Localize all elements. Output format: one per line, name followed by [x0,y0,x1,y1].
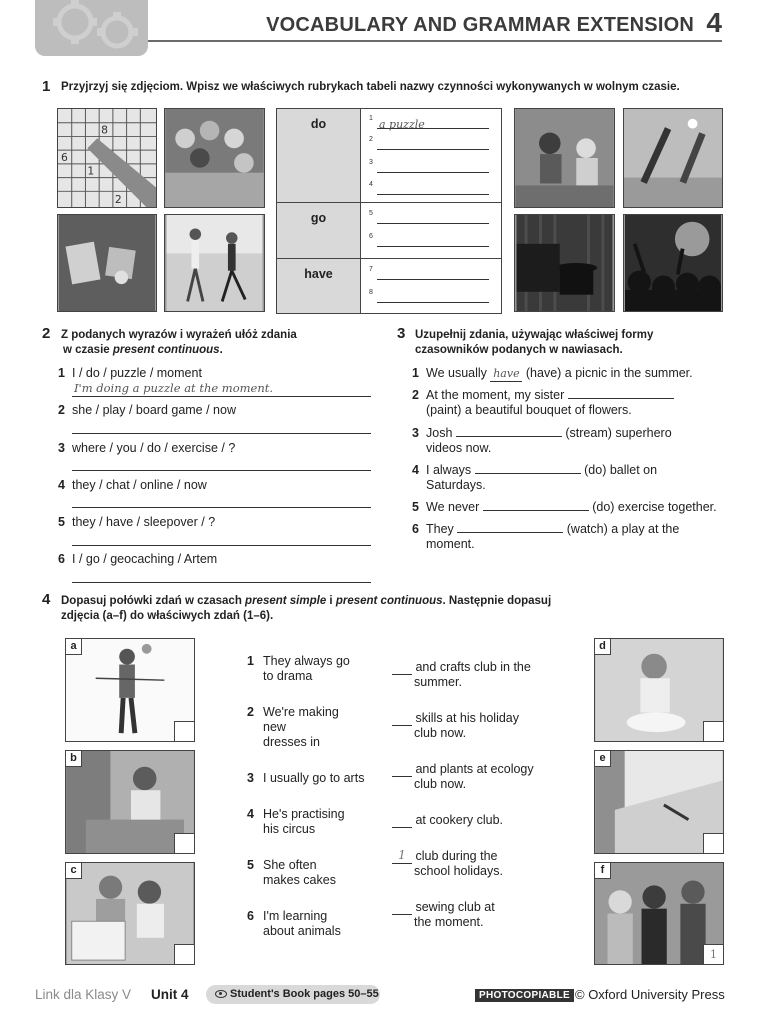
photo-exercise [623,108,723,208]
header-rule [148,40,722,42]
ex3-blank-4[interactable] [475,473,581,474]
photo-picnic [514,108,615,208]
answer-line-4[interactable] [377,181,489,195]
ex3-instruction: Uzupełnij zdania, używając właściwej formy czasowników podanych w nawiasach. [415,329,654,356]
second-half-6: sewing club at the moment. [392,900,552,930]
answer-line-8[interactable] [377,289,489,303]
photo-d-answer-box[interactable] [703,721,723,741]
ex3-blank-2[interactable] [568,398,674,399]
eye-icon [215,990,227,998]
example-answer: a puzzle [379,118,425,131]
ex4-number: 4 [42,591,51,608]
table-divider [277,202,501,203]
ex2-answer-line-4[interactable] [72,507,371,508]
match-blank-4[interactable] [392,827,412,828]
match-blank-2[interactable] [392,725,412,726]
photo-letter: f [595,863,611,879]
match-blank-5[interactable]: 1 [392,848,412,864]
ex3-blank-5[interactable] [483,510,589,511]
ex2-item-2: 2 she / play / board game / now [58,403,236,417]
ex4-instruction: Dopasuj połówki zdań w czasach present simple i present continuous. Następnie dopasuj zdjęcia (a–f) do właściwych zdań (1–6). [61,595,552,622]
photo-f-drama [594,862,724,965]
slot-number: 1 [369,115,373,122]
ex1-table [276,108,502,314]
first-half-2: 2 We're making new dresses in [247,705,339,749]
svg-text:1: 1 [87,164,95,178]
photo-e-crafts [594,750,724,854]
ex3-blank-6[interactable] [457,532,563,533]
slot-number: 2 [369,136,373,143]
students-book-link[interactable] [206,985,380,1004]
photo-letter: c [66,863,82,879]
ex2-instruction: Z podanych wyrazów i wyrażeń ułóż zdania w czasie present continuous. [61,329,297,356]
ex1-instruction: Przyjrzyj się zdjęciom. Wpisz we właściwych rubrykach tabeli nazwy czynności wykonywanych w wolnym czasie. [61,81,680,93]
ex2-answer-line-5[interactable] [72,545,371,546]
answer-line-5[interactable] [377,210,489,224]
photo-concert [623,214,723,312]
photo-sleepover [164,108,265,208]
match-blank-3[interactable] [392,776,412,777]
svg-text:8: 8 [101,123,108,137]
answer-line-2[interactable] [377,136,489,150]
ex2-item-3: 3 where / you / do / exercise / ? [58,441,236,455]
footer-unit: Unit 4 [151,987,189,1002]
ex1-number: 1 [42,78,51,95]
gears-icon [35,0,148,56]
ex3-example-answer: have [490,366,522,382]
photo-letter: b [66,751,82,767]
ex2-answer-line-1[interactable] [72,396,371,397]
second-half-1: and crafts club in the summer. [392,660,552,690]
photo-c-sewing [65,862,195,965]
ex3-number: 3 [397,325,406,342]
ex3-item-5: 5 We never (do) exercise together. [412,500,717,514]
unit-number: 4 [706,7,722,38]
ex3-blank-3[interactable] [456,436,562,437]
first-half-3: 3 I usually go to arts [247,771,365,785]
ex3-item-4: 4 I always (do) ballet on Saturdays. [412,463,658,492]
answer-line-6[interactable] [377,233,489,247]
verb-have: have [277,259,361,313]
photo-a-circus [65,638,195,742]
verb-go: go [277,203,361,258]
footer-course: Link dla Klasy V [35,987,132,1002]
page-title: VOCABULARY AND GRAMMAR EXTENSION [266,14,694,36]
table-divider [277,258,501,259]
photo-d-cakes [594,638,724,742]
photo-letter: d [595,639,611,655]
photo-letter: a [66,639,82,655]
match-blank-1[interactable] [392,674,412,675]
first-half-5: 5 She often makes cakes [247,858,336,887]
answer-line-1[interactable] [377,115,489,129]
photo-b-answer-box[interactable] [174,833,194,853]
students-book-pages: Student's Book pages 50–55 [230,988,379,1000]
ex2-item-5: 5 they / have / sleepover / ? [58,515,216,529]
photo-b-ecology [65,750,195,854]
second-half-4: at cookery club. [392,813,552,828]
answer-line-7[interactable] [377,266,489,280]
slot-number: 6 [369,233,373,240]
ex3-item-6: 6 They (watch) a play at the moment. [412,522,680,551]
photo-geocaching [57,214,157,312]
ex2-answer-line-3[interactable] [72,470,371,471]
svg-text:6: 6 [60,150,68,164]
ex2-answer-line-2[interactable] [72,433,371,434]
ex2-item-4: 4 they / chat / online / now [58,478,207,492]
first-half-6: 6 I'm learning about animals [247,909,341,938]
second-half-2: skills at his holiday club now. [392,711,552,741]
ex3-item-2: 2 At the moment, my sister (paint) a beautiful bouquet of flowers. [412,388,732,418]
second-half-5: 1 club during the school holidays. [392,848,552,879]
slot-number: 3 [369,159,373,166]
ex2-number: 2 [42,325,51,342]
first-half-1: 1 They always go to drama [247,654,350,683]
photo-c-answer-box[interactable] [174,944,194,964]
ex2-answer-line-6[interactable] [72,582,371,583]
ex2-item-1: 1 I / do / puzzle / moment [58,366,202,380]
unit-gear-tab [35,0,148,56]
verb-do: do [277,109,361,202]
publisher: © Oxford University Press [575,987,725,1002]
ex3-item-1: 1 We usually have (have) a picnic in the summer. [412,366,693,380]
ex2-example-answer: I'm doing a puzzle at the moment. [74,381,274,395]
photo-f-answer-box[interactable]: 1 [703,944,723,964]
photocopiable-badge: PHOTOCOPIABLE [475,989,574,1002]
photo-a-answer-box[interactable] [174,721,194,741]
slot-number: 7 [369,266,373,273]
slot-number: 8 [369,289,373,296]
ex2-item-6: 6 I / go / geocaching / Artem [58,552,218,566]
answer-line-3[interactable] [377,159,489,173]
svg-text:2: 2 [114,193,122,207]
second-half-3: and plants at ecology club now. [392,762,552,792]
photo-letter: e [595,751,611,767]
photo-sudoku [57,108,157,208]
photo-magic-show [514,214,615,312]
match-blank-6[interactable] [392,914,412,915]
photo-e-answer-box[interactable] [703,833,723,853]
first-half-4: 4 He's practising his circus [247,807,345,836]
ex3-item-3: 3 Josh (stream) superhero videos now. [412,426,672,455]
photo-ballet [164,214,265,312]
slot-number: 5 [369,210,373,217]
slot-number: 4 [369,181,373,188]
